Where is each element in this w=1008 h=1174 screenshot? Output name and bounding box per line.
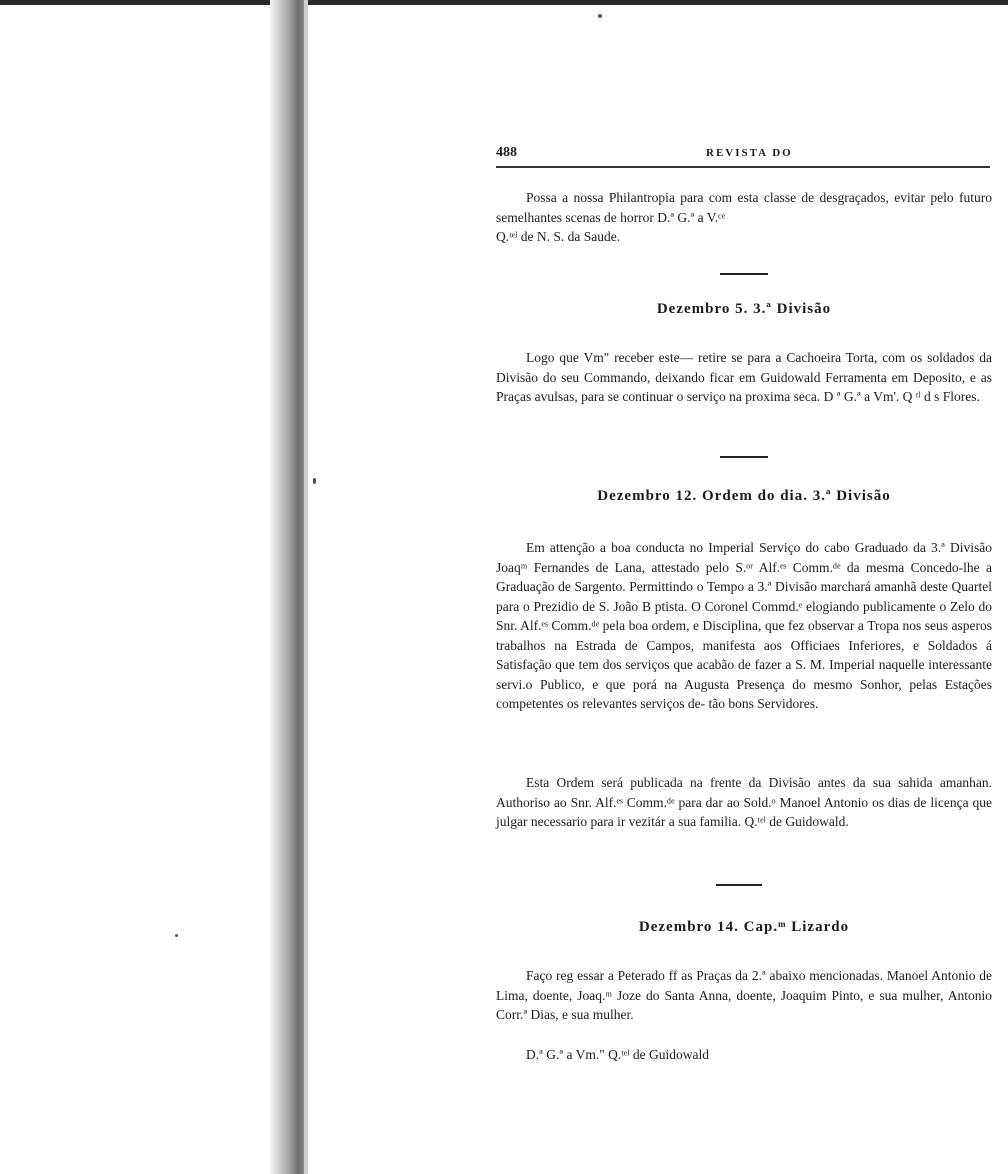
section-separator	[716, 884, 762, 886]
closing-line: D.ª G.ª a Vm." Q.ᵗᵉˡ de Guidowald	[526, 1047, 709, 1062]
heading-dezembro-5: Dezembro 5. 3.ª Divisão	[656, 301, 832, 317]
running-head: REVISTA DO	[706, 147, 793, 159]
paragraph-philantropia: Possa a nossa Philantropia para com esta classe de desgraçados, evitar pelo futuro semelhantes scenas de horror D.ª G.ª a V.ᶜᵉ Q.ᵗᵉˡ de N. S. da Saude.	[496, 190, 992, 244]
heading-dezembro-12: Dezembro 12. Ordem do dia. 3.ª Divisão	[597, 488, 891, 504]
paragraph-dezembro-14: Faço reg essar a Peterado ff as Praças da 2.ª abaixo mencionadas. Manoel Antonio de Lima, doente, Joaq.ᵐ Joze do Santa Anna, doente, Joaquim Pinto, e sua mulher, Antonio Corr.ª Dias, e sua mulher.	[496, 968, 992, 1022]
page-gutter-line	[304, 0, 308, 1174]
paragraph-dezembro-12-ordem: Em attenção a boa conducta no Imperial Serviço do cabo Graduado da 3.ª Divisão Joaqᵐ Fernandes de Lana, attestado pelo S.ᵒʳ Alf.ᵉˢ Comm.ᵈᵉ da mesma Concedo-lhe a Graduação de Sargento. Permittindo o Tempo a 3.ª Divisão marchará amanhã deste Quartel para o Prezidio de S. João B ptista. O Coronel Commd.ᵉ elogiando publicamente o Zelo do Snr. Alf.ᵉˢ Comm.ᵈᵉ pela boa ordem, e Disciplina, que fez observar a Tropa nos seus asperos trabalhos na Estrada de Campos, manifesta aos Officiaes Inferiores, e Soldados á Satisfação que tem dos serviços que acabão de fazer a S. M. Imperial naquelle interessante servi.o Publico, e que porá na Augusta Presença do mesmo Sonhor, pelas Estações competentes os relevantes serviços de- tão bons Servidores.	[496, 540, 992, 711]
section-separator	[720, 273, 768, 275]
paragraph-dezembro-5: Logo que Vm" receber este— retire se para a Cachoeira Torta, com os soldados da Divisão do seu Commando, deixando ficar em Guidowald Ferramenta em Deposito, e as Praças avulsas, para se continuar o serviço na proxima seca. D ª G.ª a Vm'. Q ᵗˡ d s Flores.	[496, 350, 992, 404]
header-rule	[496, 166, 990, 168]
page-header	[496, 145, 992, 165]
paragraph-dezembro-12-publicacao: Esta Ordem será publicada na frente da Divisão antes da sua sahida amanhan. Authoriso ao Snr. Alf.ᵉˢ Comm.ᵈᵉ para dar ao Sold.ᵒ Manoel Antonio os dias de licença que julgar necessario para ir vezitár a sua familia. Q.ᵗᵉˡ de Guidowald.	[496, 775, 992, 829]
scan-speck	[175, 934, 178, 937]
section-separator	[720, 456, 768, 458]
page-number: 488	[496, 145, 517, 160]
scan-top-edge	[0, 0, 1008, 5]
scan-speck	[598, 14, 602, 18]
book-spine-shadow	[270, 0, 304, 1174]
heading-dezembro-14: Dezembro 14. Cap.ᵐ Lizardo	[638, 919, 850, 935]
scan-speck	[313, 478, 316, 484]
